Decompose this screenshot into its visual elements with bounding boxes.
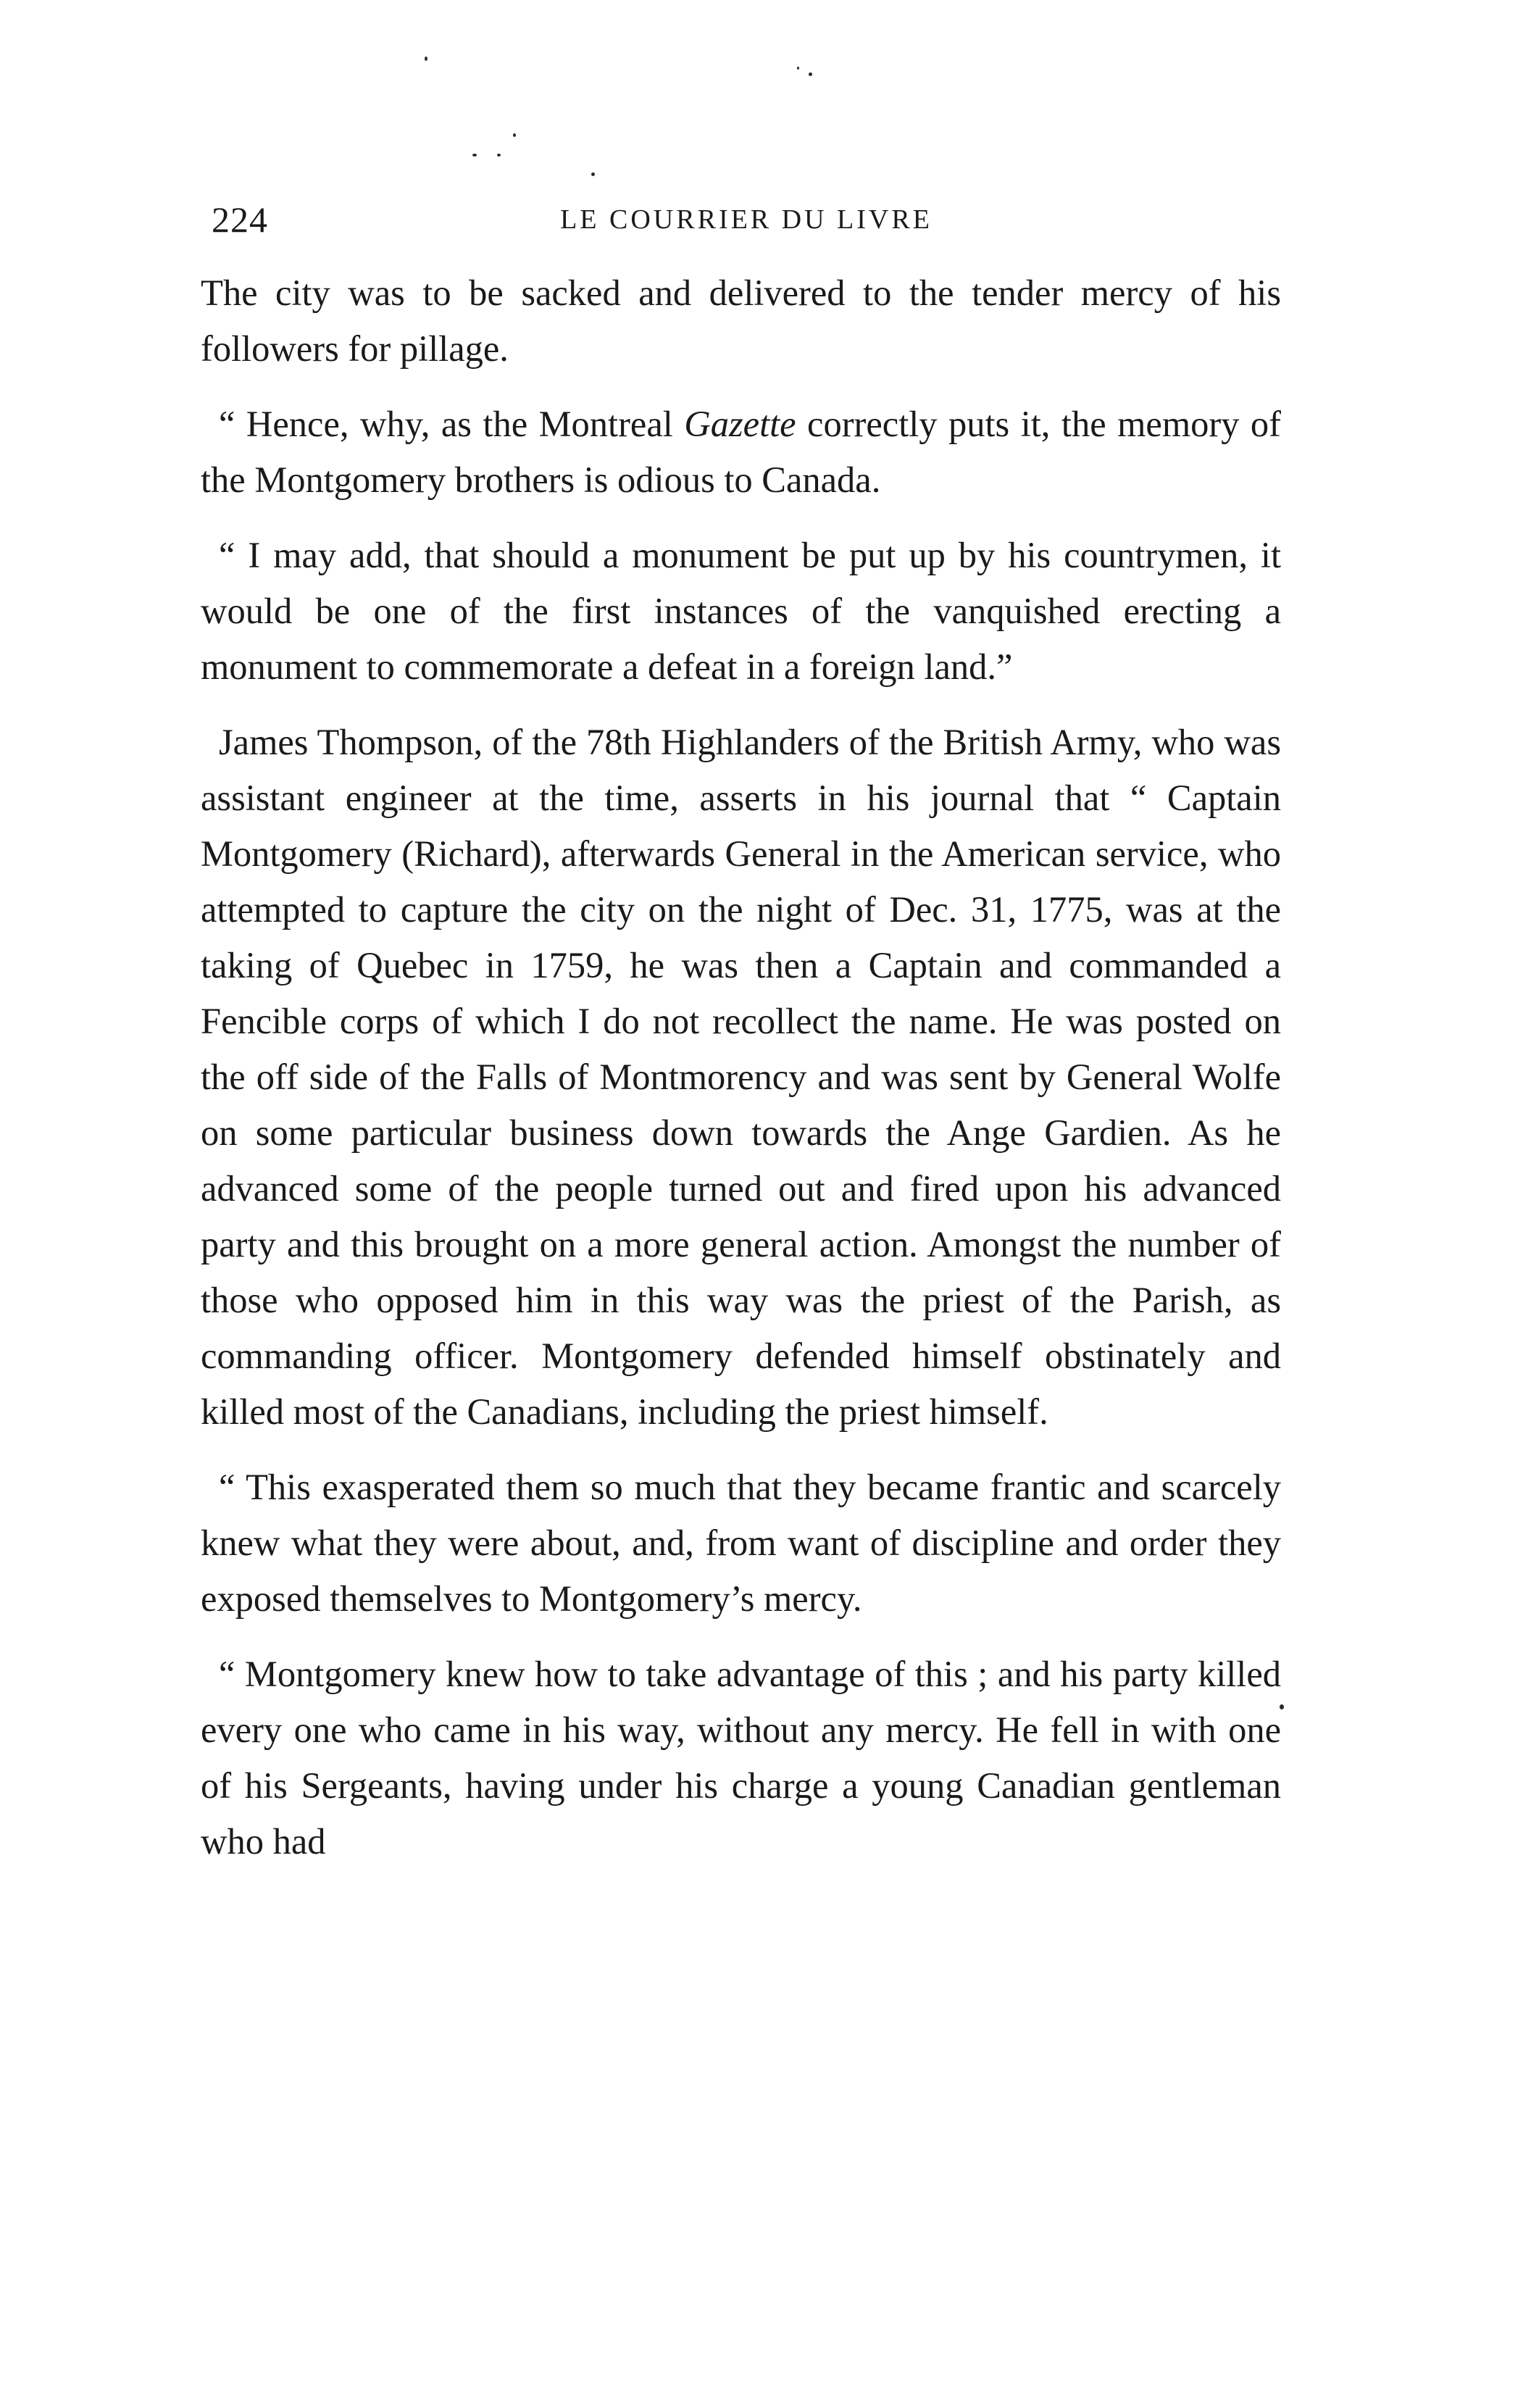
scan-speck — [497, 154, 501, 157]
paragraph: James Thompson, of the 78th Highlanders of the British Army, who was assistant engineer at the time, asserts in his journal that “ Captain Montgomery (Richard), afterwards General in the American service, who attempted to capture the city on the night of Dec. 31, 1775, was at the taking of Quebec in 1759, he was then a Captain and commanded a Fencible corps of which I do not recollect the name. He was posted on the off side of the Falls of Montmorency and was sent by General Wolfe on some particular business down towards the Ange Gardien. As he advanced some of the people turned out and fired upon his advanced party and this brought on a more general action. Amongst the number of those who opposed him in this way was the priest of the Parish, as commanding officer. Montgomery defended himself obstinately and killed most of the Canadians, including the priest himself. — [201, 722, 1281, 1432]
paragraph: The city was to be sacked and delivered to the tender mercy of his followers for pillage. — [201, 272, 1281, 369]
scan-speck — [513, 133, 516, 137]
page-number: 224 — [212, 199, 268, 240]
paragraph: “ I may add, that should a monument be put up by his countrymen, it would be one of the first instances of the vanquished erecting a monument to commemorate a defeat in a foreign land.” — [201, 535, 1281, 687]
paragraph: “ This exasperated them so much that they became frantic and scarcely knew what they were about, and, from want of discipline and order they exposed themselves to Montgomery’s mercy. — [201, 1467, 1281, 1619]
paragraph: “ Montgomery knew how to take advantage of this ; and his party killed every one who came in his way, without any mercy. He fell in with one of his Sergeants, having under his charge a young Canadian gentleman who had — [201, 1654, 1281, 1862]
paragraph-text: correctly puts it, the memory of the Montgomery brothers is odious to Canada. — [201, 404, 1281, 500]
italic-title: Gazette — [684, 404, 796, 444]
paragraph — [201, 396, 1281, 508]
scan-speck — [591, 172, 595, 176]
scan-speck — [797, 67, 799, 70]
running-title: LE COURRIER DU LIVRE — [560, 204, 933, 235]
body-text — [201, 265, 1281, 1889]
scan-speck — [472, 154, 477, 157]
page-header — [212, 194, 1281, 245]
scan-speck — [809, 72, 812, 76]
scan-speck — [425, 57, 427, 61]
paragraph-text: “ Hence, why, as the Montreal — [219, 404, 685, 444]
